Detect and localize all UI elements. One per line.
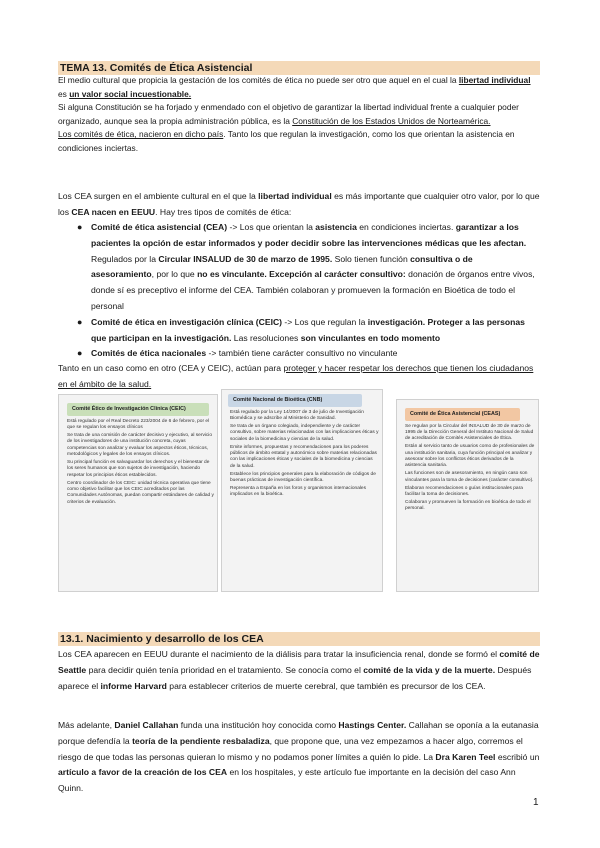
body-paragraph-1: Los CEA surgen en el ambiente cultural en el que la libertad individual es más importante que cualquier otro valor, por lo que los CEA nacen en EEUU. Hay tres tipos de comités de ética: [58, 191, 540, 217]
ceic-items [59, 419, 217, 507]
section-2-paragraph-2 [58, 718, 540, 797]
ceas-box [396, 399, 539, 592]
ceic-box [58, 394, 218, 592]
text-run: investigación. Proteger a las personas que participan en la investigación. [91, 316, 525, 343]
text-run: Circular INSALUD de 30 de marzo de 1995. [158, 253, 333, 264]
section-2-title: 13.1. Nacimiento y desarrollo de los CEA [58, 632, 540, 646]
list-item-national: ● Comités de ética nacionales -> también tiene carácter consultivo no vinculante [77, 348, 398, 359]
ceas-item: • Se regulan por la Circular del INSALUD de 30 de marzo de 1995 de la Dirección General del Instituto Nacional de Salud de acreditación de Comités Asistenciales de Ética. [405, 424, 535, 443]
text-run: para decidir quién tenía prioridad en el tratamiento. Se conocía como el [86, 664, 364, 675]
text-run: artículo a favor de la creación de los CEA [58, 767, 228, 778]
page-number: 1 [533, 797, 539, 808]
text-run: en los hospitales, y este artículo fue importante en la decisión del caso Ann Quinn. [58, 767, 516, 794]
text-run: comité de Seattle [58, 649, 540, 675]
cnb-box [221, 389, 383, 592]
ceic-item: • Está regulado por el Real Decreto 223/2004 de 6 de febrero, por el que se regulan los ensayos clínicos [67, 419, 214, 432]
text-run: son vinculantes en todo momento [300, 332, 441, 343]
text-run: en condiciones inciertas. [356, 222, 456, 232]
text-run: Regulados por la [91, 253, 159, 264]
ceas-item: • Las funciones son de asesoramiento, en ningún caso son vinculantes para la toma de decisiones (carácter consultivo). [405, 471, 535, 484]
text-run: -> Los que regulan la [282, 316, 368, 327]
ceas-items [397, 424, 538, 513]
text-run: Después aparece el [58, 664, 532, 691]
text-run: Hastings Center. [338, 720, 407, 730]
ceic-item: • Centro coordinador de los CEIC: unidad técnica operativa que tiene como objetivo facilitar que los CEIC acreditados por las Comunidades Autónomas, puedan compartir estándares de calidad y criterios de evaluación. [67, 481, 214, 507]
text-run: Comité de ética asistencial (CEA) [91, 222, 228, 232]
ceic-item: • Se trata de una comisión de carácter decisivo y ejecutivo, al servicio de los investigadores de una institución concreta, cuyas competencias son analizar y evaluar los aspectos éticos, técnicos, metodológicos y legales de los ensayos clínicos. [67, 433, 214, 459]
text-run: Dra Karen Teel [435, 751, 496, 762]
section-2-paragraph-1 [58, 647, 540, 694]
text-run: Las resoluciones [231, 332, 301, 343]
text-run: Daniel Callahan [114, 720, 179, 730]
text-run: para establecer criterios de muerte cerebral, que también es precursor de los CEA. [166, 680, 486, 691]
text-run: teoría de la pendiente resbaladiza [132, 735, 270, 746]
text-run: garantizar a los pacientes la opción de estar informados y poder decidir sobre las intervenciones médicas que les afectan. [91, 222, 527, 248]
ceas-item: • Elaboran recomendaciones o guías institucionales para facilitar la toma de decisiones. [405, 486, 535, 499]
list-item-cea: ● Comité de ética asistencial (CEA) -> Los que orientan la asistencia en condiciones inciertas. garantizar a los pacientes la opción de estar informados y poder decidir sobre las intervenciones médicas que les afectan. Regulados por la Circular INSALUD de 30 de marzo de 1995. Solo tienen función consultiva o de asesoramiento, por lo que no es vinculante. Excepción al carácter consultivo: donación de órganos entre vivos, donde sí es preceptivo el informe del CEA. También colaboran y promueven la formación en Bioética de todo el personal [77, 222, 535, 311]
ceic-box-title: Comité Ético de Investigación Clínica (CEIC) [67, 403, 209, 416]
intro-paragraph-1: El medio cultural que propicia la gestación de los comités de ética no puede ser otro que aquel en el cual la libertad individual es un valor social incuestionable. [58, 75, 531, 99]
text-run: donación de órganos entre vivos, donde sí es preceptivo el informe del CEA. También colaboran y promueven la formación en Bioética de todo el personal [91, 269, 535, 311]
text-run: Comité de ética en investigación clínica (CEIC) [91, 316, 283, 327]
cnb-item: • Se trata de un órgano colegiado, independiente y de carácter consultivo, sobre materias relacionadas con las implicaciones éticas y sociales de la biomedicina y ciencias de la salud. [230, 424, 379, 443]
cnb-item: • Establece los principios generales para la elaboración de códigos de buenas prácticas de investigación científica. [230, 472, 379, 485]
section-title: TEMA 13. Comités de Ética Asistencial [58, 61, 540, 75]
text-run: Comités de ética nacionales [91, 348, 207, 359]
committee-types-list [75, 220, 535, 362]
list-item-ceic: ● Comité de ética en investigación clínica (CEIC) -> Los que regulan la investigación. Proteger a las personas que participan en la investigación. Las resoluciones son vinculantes en todo momento [77, 316, 525, 343]
intro-paragraph-2: Si alguna Constitución se ha forjado y enmendado con el objetivo de garantizar la libertad individual frente a cualquier poder organizado, aunque sea la propia administración pública, es la Constitución de los Estados Unidos de Norteamérica. [58, 102, 519, 126]
cnb-item: • Representa a España en los foros y organismos internacionales implicados en la bioética. [230, 486, 379, 499]
intro-text [58, 74, 540, 156]
cnb-box-title: Comité Nacional de Bioética (CNB) [228, 394, 362, 407]
cnb-items [222, 410, 382, 499]
text-run: funda una institución hoy conocida como [178, 720, 339, 730]
text-run: Callahan se oponía a la eutanasia porque defendía la [58, 720, 539, 746]
ceas-box-title: Comité de Ética Asistencial (CEAS) [405, 408, 520, 421]
text-run: comité de la vida y de la muerte. [363, 664, 496, 675]
ceas-item: • Están al servicio tanto de usuarios como de profesionales de una institución sanitaria, cuya función principal es analizar y asesorar sobre los conflictos éticos derivados de la asistencia sanitaria. [405, 444, 535, 470]
text-run: Solo tienen función [332, 253, 411, 264]
text-run: asistencia [315, 222, 357, 232]
text-run: consultiva o de asesoramiento [91, 253, 473, 280]
text-run: -> Los que orientan la [227, 222, 316, 232]
body-paragraph-2: Tanto en un caso como en otro (CEA y CEIC), actúan para proteger y hacer respetar los derechos que tienen los ciudadanos en el ámbito de la salud. [58, 363, 534, 389]
text-run: informe Harvard [100, 680, 167, 691]
cnb-item: • Emite informes, propuestas y recomendaciones para los poderes públicos de ámbito estatal y autonómico sobre materias relacionadas con las implicaciones éticas y sociales de la biomedicina y ciencias de la salud. [230, 445, 379, 471]
text-run: -> también tiene carácter consultivo no vinculante [206, 348, 398, 359]
text-run: escribió un [495, 751, 540, 762]
cnb-item: • Está regulado por la Ley 14/2007 de 3 de julio de Investigación Biomédica y se adscribe al Ministerio de Sanidad. [230, 410, 379, 423]
ceas-item: • Colaboran y promueven la formación en bioética de todo el personal. [405, 500, 535, 513]
ceic-item: • Su principal función es salvaguardar los derechos y el bienestar de los seres humanos que son sujetos de investigación, haciendo respetar los principios éticos establecidos. [67, 460, 214, 479]
text-run: Los CEA aparecen en EEUU durante el nacimiento de la diálisis para tratar la insuficiencia renal, donde se formó el [58, 649, 500, 659]
text-run: no es vinculante. Excepción al carácter consultivo: [197, 269, 406, 280]
text-run: Más adelante, [58, 720, 115, 730]
intro-paragraph-3: Los comités de ética, nacieron en dicho país. Tanto los que regulan la investigación, como los que orientan la asistencia en condiciones inciertas. [58, 129, 515, 153]
text-run: , por lo que [151, 269, 198, 280]
text-run: , que propone que, una vez empezamos a hacer algo, corremos el riesgo de que todas las personas quieran lo mismo y no podamos poner límites a quién lo pide. La [58, 735, 523, 762]
